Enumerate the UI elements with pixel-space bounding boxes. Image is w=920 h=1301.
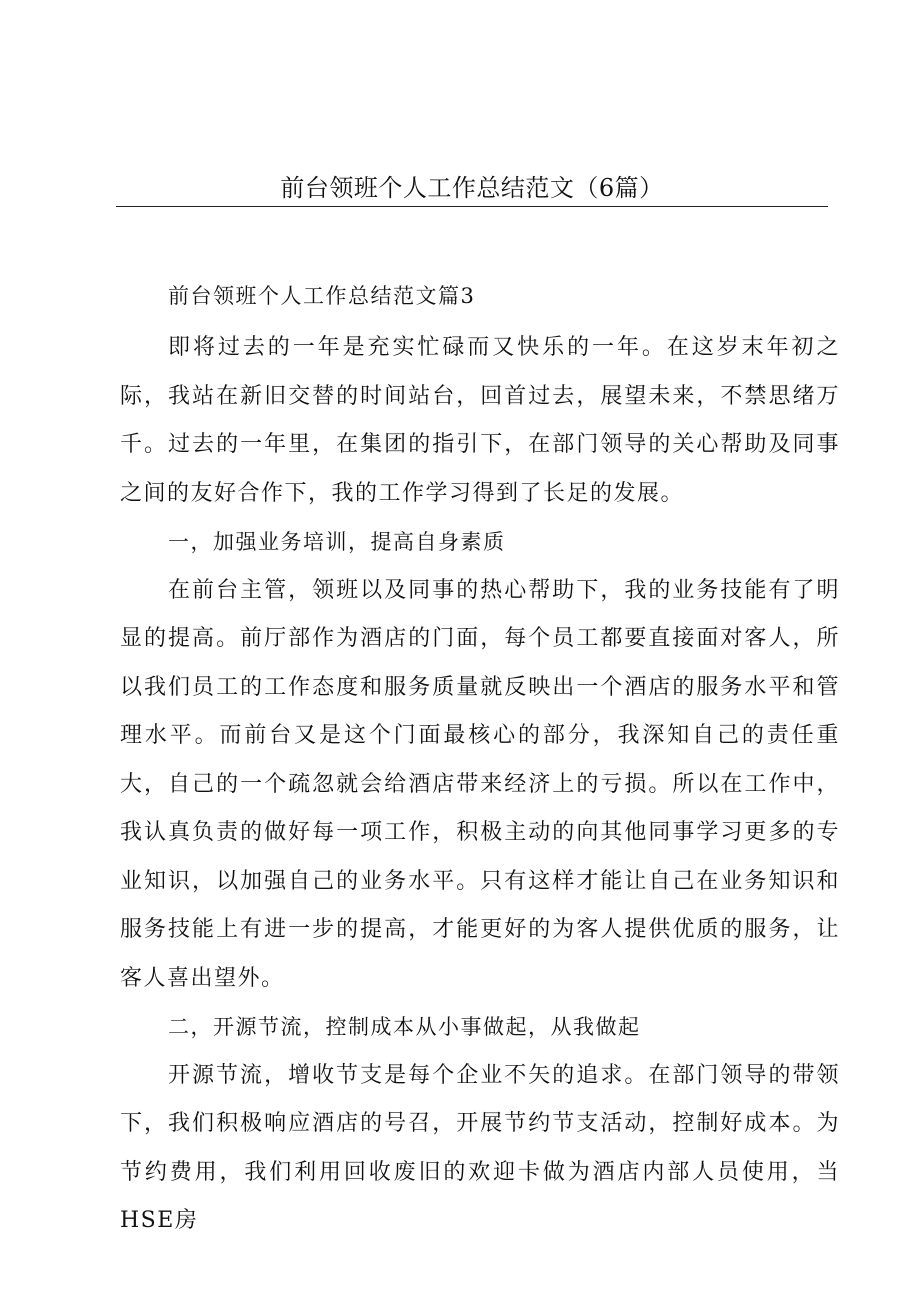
heading-training: 一，加强业务培训，提高自身素质 [168,530,506,554]
document-body [120,276,840,1246]
heading-cost-control: 二，开源节流，控制成本从小事做起，从我做起 [168,1015,641,1039]
title-underline [116,206,828,207]
paragraph-training: 在前台主管，领班以及同事的热心帮助下，我的业务技能有了明显的提高。前厅部作为酒店的门面，每个员工都要直接面对客人，所以我们员工的工作态度和服务质量就反映出一个酒店的服务水平和管理水平。而前台又是这个门面最核心的部分，我深知自己的责任重大，自己的一个疏忽就会给酒店带来经济上的亏损。所以在工作中，我认真负责的做好每一项工作，积极主动的向其他同事学习更多的专业知识，以加强自己的业务水平。只有这样才能让自己在业务知识和服务技能上有进一步的提高，才能更好的为客人提供优质的服务，让客人喜出望外。 [120,577,840,991]
paragraph-cost-control: 开源节流，增收节支是每个企业不矢的追求。在部门领导的带领下，我们积极响应酒店的号召，开展节约节支活动，控制好成本。为节约费用，我们利用回收废旧的欢迎卡做为酒店内部人员使用，当HSE房 [120,1062,840,1233]
section-title: 前台领班个人工作总结范文篇3 [168,284,476,308]
document-title: 前台领班个人工作总结范文（6篇） [280,174,664,202]
paragraph-intro: 即将过去的一年是充实忙碌而又快乐的一年。在这岁末年初之际，我站在新旧交替的时间站台，回首过去，展望未来，不禁思绪万千。过去的一年里，在集团的指引下，在部门领导的关心帮助及同事之间的友好合作下，我的工作学习得到了长足的发展。 [120,335,840,506]
